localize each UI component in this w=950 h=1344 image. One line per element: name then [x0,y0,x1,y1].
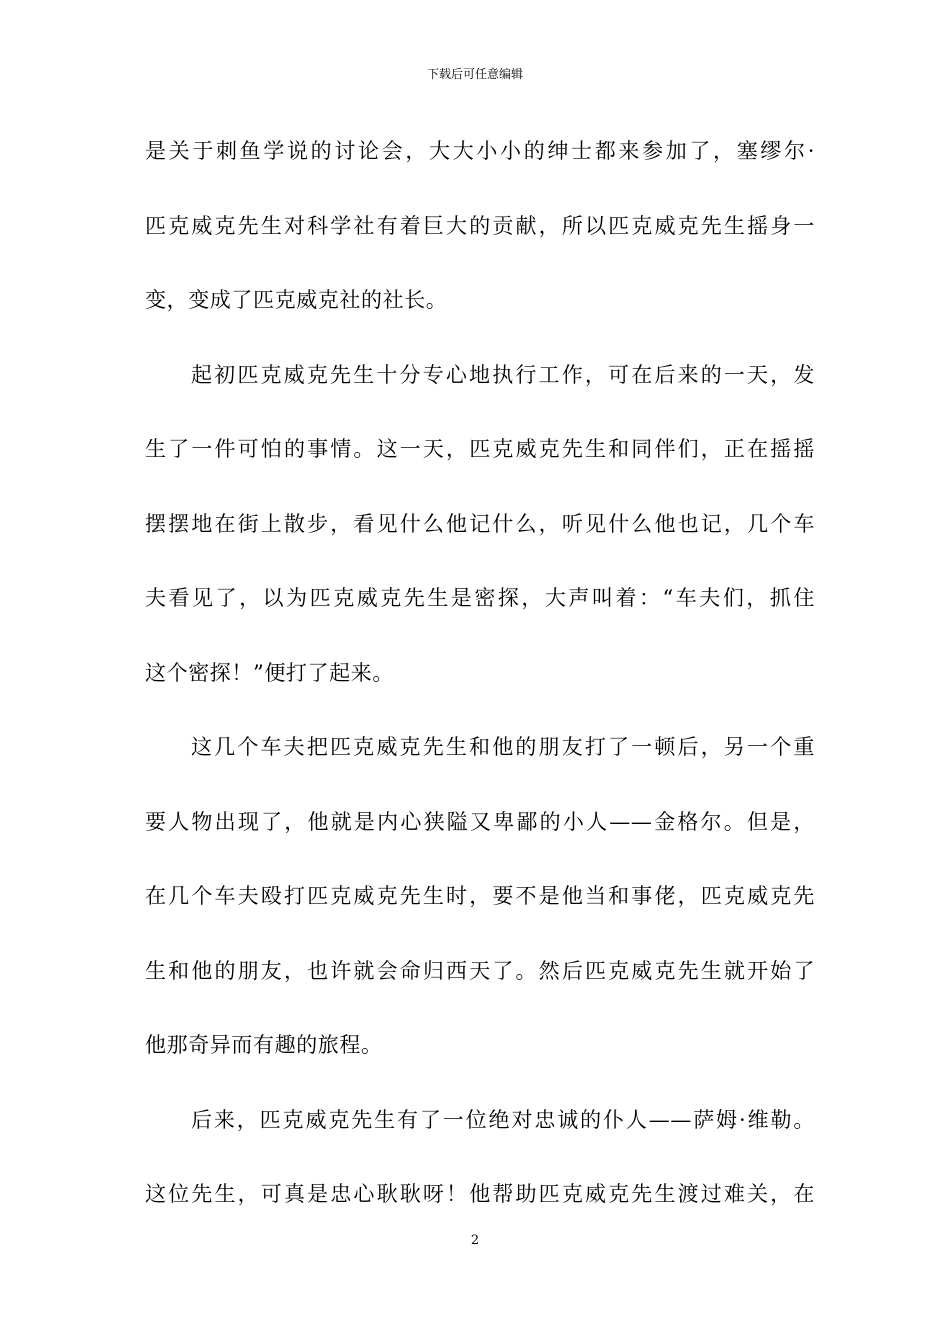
body-line-9: 这几个车夫把匹克威克先生和他的朋友打了一顿后，另一个重 [191,735,815,759]
body-line-10: 要人物出现了，他就是内心狭隘又卑鄙的小人——金格尔。但是， [145,810,815,834]
page-number: 2 [470,1233,480,1248]
body-line-11: 在几个车夫殴打匹克威克先生时，要不是他当和事佬，匹克威克先 [145,884,815,908]
body-line-7: 夫看见了，以为匹克威克先生是密探，大声叫着：“车夫们，抓住 [145,586,815,610]
body-line-12: 生和他的朋友，也许就会命归西天了。然后匹克威克先生就开始了 [145,959,815,983]
body-line-6: 摆摆地在街上散步，看见什么他记什么，听见什么他也记，几个车 [145,512,815,536]
body-line-5: 生了一件可怕的事情。这一天，匹克威克先生和同伴们，正在摇摇 [145,437,815,461]
body-line-15: 这位先生，可真是忠心耿耿呀！他帮助匹克威克先生渡过难关，在 [145,1182,815,1206]
body-line-13: 他那奇异而有趣的旅程。 [145,1033,383,1057]
page-header: 下载后可任意编辑 [426,67,523,81]
body-line-4: 起初匹克威克先生十分专心地执行工作，可在后来的一天，发 [191,363,815,387]
body-line-1: 是关于刺鱼学说的讨论会，大大小小的绅士都来参加了，塞缪尔· [145,139,815,163]
body-line-14: 后来，匹克威克先生有了一位绝对忠诚的仆人——萨姆·维勒。 [191,1108,815,1132]
body-line-8: 这个密探！”便打了起来。 [145,661,394,685]
body-line-2: 匹克威克先生对科学社有着巨大的贡献，所以匹克威克先生摇身一 [145,214,815,238]
body-line-3: 变，变成了匹克威克社的社长。 [145,288,448,312]
